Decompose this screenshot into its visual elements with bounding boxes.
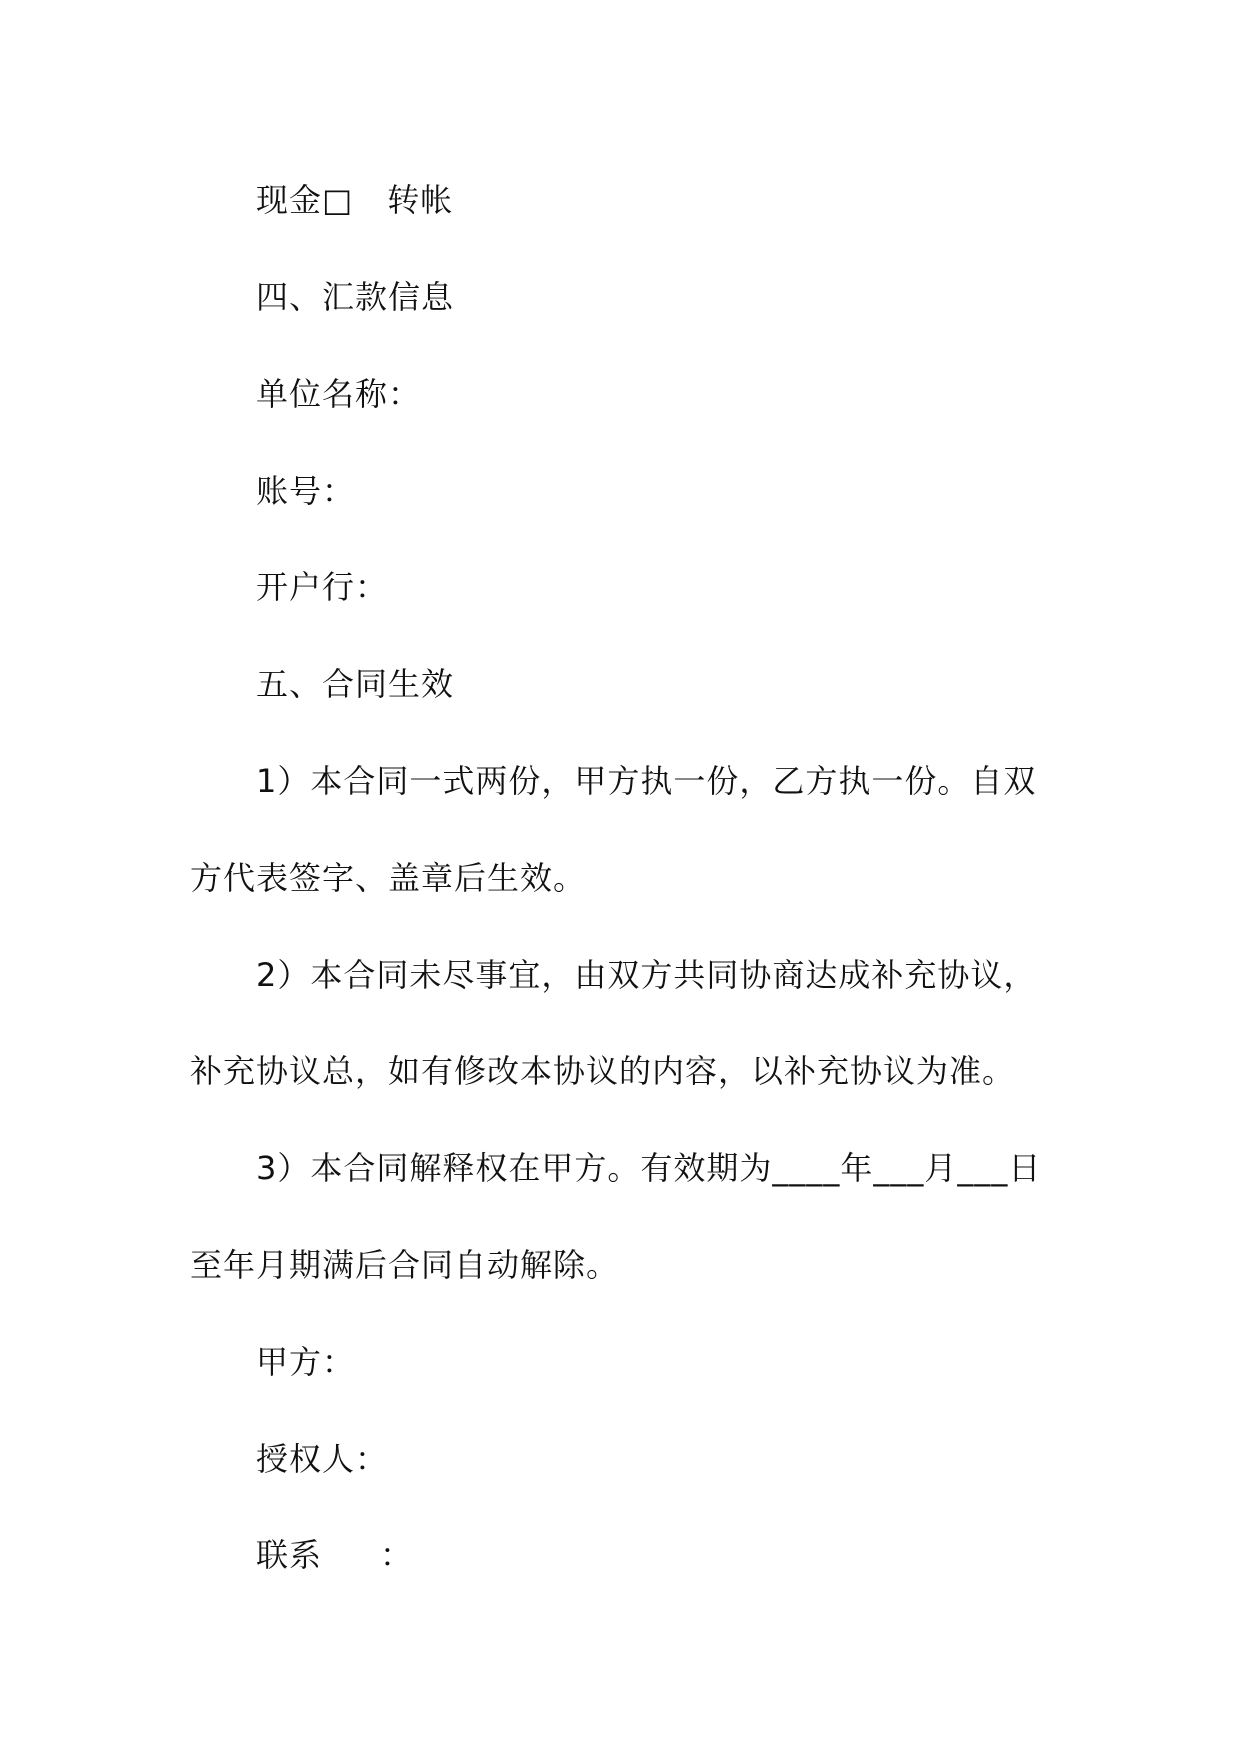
payment-transfer: 转帐 — [387, 181, 454, 219]
bank-field: 开户行： — [256, 568, 389, 606]
clause-3-line-1: 3）本合同解释权在甲方。有效期为____年___月___日 — [256, 1149, 1042, 1187]
contact-colon: ： — [380, 1536, 414, 1574]
authorized-person-field: 授权人： — [256, 1440, 389, 1478]
account-field: 账号： — [256, 472, 356, 510]
contact-field — [256, 1535, 1156, 1575]
section-4-heading: 四、汇款信息 — [256, 278, 455, 316]
clause-1-line-1: 1）本合同一式两份，甲方执一份，乙方执一份。自双 — [256, 762, 1037, 800]
party-a-field: 甲方： — [256, 1343, 356, 1381]
section-5-heading: 五、合同生效 — [256, 665, 455, 703]
clause-2-line-1: 2）本合同未尽事宜，由双方共同协商达成补充协议， — [256, 956, 1037, 994]
contact-label: 联系 — [256, 1536, 323, 1574]
unit-name-field: 单位名称： — [256, 375, 422, 413]
payment-cash: 现金□ — [256, 181, 354, 219]
clause-2-line-2: 补充协议总，如有修改本协议的内容，以补充协议为准。 — [190, 1052, 1016, 1090]
payment-method-line — [256, 180, 1156, 220]
clause-3-line-2: 至年月期满后合同自动解除。 — [190, 1246, 620, 1284]
clause-1-line-2: 方代表签字、盖章后生效。 — [190, 859, 587, 897]
